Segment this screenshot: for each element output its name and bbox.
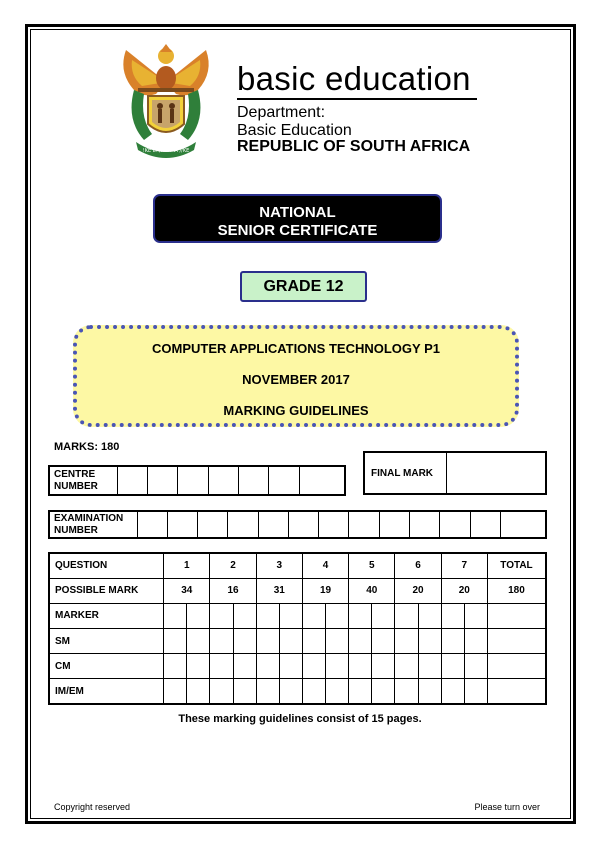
possible-mark-value: 34 [164, 578, 210, 603]
mark-cell[interactable] [210, 679, 233, 704]
brand-title: basic education [237, 60, 471, 97]
brand-department-name: Basic Education [237, 122, 352, 139]
centre-digit-box[interactable] [269, 466, 299, 495]
grade-badge: GRADE 12 [240, 271, 367, 302]
question-number: 6 [395, 553, 441, 578]
possible-mark-row [49, 578, 546, 603]
copyright-footer: Copyright reserved [54, 802, 131, 812]
possible-mark-value: 20 [441, 578, 487, 603]
exam-digit-box[interactable] [440, 511, 470, 538]
centre-digit-box[interactable] [239, 466, 269, 495]
mark-cell[interactable] [326, 679, 349, 704]
cm-label: CM [49, 654, 164, 679]
possible-mark-value: 31 [256, 578, 302, 603]
possible-mark-value: 16 [210, 578, 256, 603]
mark-cell[interactable] [279, 628, 302, 653]
mark-cell[interactable] [302, 603, 325, 628]
exam-digit-box[interactable] [258, 511, 288, 538]
mark-cell[interactable] [441, 603, 464, 628]
mark-cell[interactable] [395, 654, 418, 679]
question-header: QUESTION [49, 553, 164, 578]
exam-label-line-1: EXAMINATION [54, 512, 124, 524]
mark-cell[interactable] [233, 679, 256, 704]
mark-cell[interactable] [187, 654, 210, 679]
mark-cell[interactable] [464, 679, 487, 704]
exam-label-line-2: NUMBER [54, 524, 98, 536]
question-number: 5 [349, 553, 395, 578]
mark-cell[interactable] [372, 654, 395, 679]
sm-label: SM [49, 628, 164, 653]
brand-department-label: Department: [237, 104, 326, 121]
centre-digit-box[interactable] [147, 466, 177, 495]
mark-cell[interactable] [349, 679, 372, 704]
exam-session: NOVEMBER 2017 [242, 372, 350, 387]
mark-cell[interactable] [210, 628, 233, 653]
marker-label: MARKER [49, 603, 164, 628]
mark-cell[interactable] [256, 603, 279, 628]
total-cell[interactable] [487, 628, 546, 653]
centre-label-line-1: CENTRE [54, 468, 96, 480]
mark-cell[interactable] [164, 603, 187, 628]
mark-cell[interactable] [349, 603, 372, 628]
total-cell[interactable] [487, 679, 546, 704]
exam-digit-box[interactable] [198, 511, 228, 538]
mark-cell[interactable] [210, 603, 233, 628]
question-number: 4 [302, 553, 348, 578]
mark-cell[interactable] [326, 654, 349, 679]
exam-digit-box[interactable] [349, 511, 379, 538]
total-marks-label: MARKS: 180 [54, 441, 120, 453]
possible-mark-value: 40 [349, 578, 395, 603]
mark-cell[interactable] [326, 603, 349, 628]
mark-cell[interactable] [372, 679, 395, 704]
mark-cell[interactable] [418, 628, 441, 653]
mark-cell[interactable] [464, 628, 487, 653]
final-mark-label: FINAL MARK [364, 452, 446, 494]
mark-cell[interactable] [164, 654, 187, 679]
mark-cell[interactable] [441, 679, 464, 704]
exam-digit-box[interactable] [167, 511, 197, 538]
mark-cell[interactable] [395, 679, 418, 704]
possible-mark-value: 20 [395, 578, 441, 603]
final-mark-table [363, 451, 547, 495]
mark-cell[interactable] [279, 603, 302, 628]
examination-number-table [48, 510, 547, 539]
im-em-row [49, 679, 546, 704]
mark-cell[interactable] [326, 628, 349, 653]
mark-cell[interactable] [279, 654, 302, 679]
exam-digit-box[interactable] [470, 511, 500, 538]
centre-digit-box[interactable] [299, 466, 345, 495]
mark-cell[interactable] [279, 679, 302, 704]
exam-number-label [49, 511, 137, 538]
mark-cell[interactable] [418, 654, 441, 679]
possible-mark-label: POSSIBLE MARK [49, 578, 164, 603]
exam-digit-box[interactable] [137, 511, 167, 538]
centre-label-line-2: NUMBER [54, 480, 98, 492]
turn-over-footer: Please turn over [474, 802, 540, 812]
question-number: 1 [164, 553, 210, 578]
mark-cell[interactable] [233, 654, 256, 679]
mark-cell[interactable] [372, 603, 395, 628]
total-cell[interactable] [487, 654, 546, 679]
mark-cell[interactable] [441, 628, 464, 653]
mark-cell[interactable] [164, 679, 187, 704]
sm-row [49, 628, 546, 653]
mark-cell[interactable] [256, 654, 279, 679]
mark-cell[interactable] [256, 679, 279, 704]
mark-cell[interactable] [349, 628, 372, 653]
mark-cell[interactable] [187, 679, 210, 704]
brand-country: REPUBLIC OF SOUTH AFRICA [237, 138, 471, 155]
mark-cell[interactable] [233, 628, 256, 653]
mark-cell[interactable] [302, 679, 325, 704]
exam-digit-box[interactable] [319, 511, 349, 538]
brand-divider [237, 98, 477, 100]
marks-table [48, 552, 547, 705]
mark-cell[interactable] [164, 628, 187, 653]
centre-digit-box[interactable] [178, 466, 208, 495]
mark-cell[interactable] [395, 628, 418, 653]
mark-cell[interactable] [256, 628, 279, 653]
mark-cell[interactable] [418, 603, 441, 628]
exam-digit-box[interactable] [410, 511, 440, 538]
mark-cell[interactable] [210, 654, 233, 679]
total-header: TOTAL [487, 553, 546, 578]
centre-number-table [48, 465, 346, 496]
mark-cell[interactable] [464, 654, 487, 679]
mark-cell[interactable] [349, 654, 372, 679]
exam-digit-box[interactable] [228, 511, 258, 538]
im-em-label: IM/EM [49, 679, 164, 704]
question-header-row [49, 553, 546, 578]
exam-digit-box[interactable] [288, 511, 318, 538]
mark-cell[interactable] [372, 628, 395, 653]
mark-cell[interactable] [441, 654, 464, 679]
cm-row [49, 654, 546, 679]
mark-cell[interactable] [418, 679, 441, 704]
mark-cell[interactable] [395, 603, 418, 628]
centre-digit-box[interactable] [117, 466, 147, 495]
total-cell[interactable] [487, 603, 546, 628]
question-number: 3 [256, 553, 302, 578]
svg-text:!KE E: /XARRA //KE: !KE E: /XARRA //KE [142, 148, 190, 154]
centre-digit-box[interactable] [208, 466, 238, 495]
subject-name: COMPUTER APPLICATIONS TECHNOLOGY P1 [152, 341, 440, 356]
possible-mark-value: 19 [302, 578, 348, 603]
document-type: MARKING GUIDELINES [223, 403, 369, 418]
mark-cell[interactable] [302, 628, 325, 653]
nsc-line-1: NATIONAL [259, 204, 336, 221]
marker-row [49, 603, 546, 628]
mark-cell[interactable] [187, 628, 210, 653]
centre-number-label [49, 466, 117, 495]
nsc-banner [153, 194, 442, 243]
possible-mark-total: 180 [487, 578, 546, 603]
subject-panel [73, 325, 519, 427]
exam-digit-box[interactable] [379, 511, 409, 538]
question-number: 7 [441, 553, 487, 578]
question-number: 2 [210, 553, 256, 578]
page-count-note: These marking guidelines consist of 15 pages. [178, 713, 422, 725]
mark-cell[interactable] [302, 654, 325, 679]
mark-cell[interactable] [464, 603, 487, 628]
final-mark-box[interactable] [446, 452, 546, 494]
nsc-line-2: SENIOR CERTIFICATE [217, 222, 378, 239]
coat-of-arms-logo [116, 42, 216, 164]
mark-cell[interactable] [233, 603, 256, 628]
exam-digit-box[interactable] [500, 511, 546, 538]
mark-cell[interactable] [187, 603, 210, 628]
